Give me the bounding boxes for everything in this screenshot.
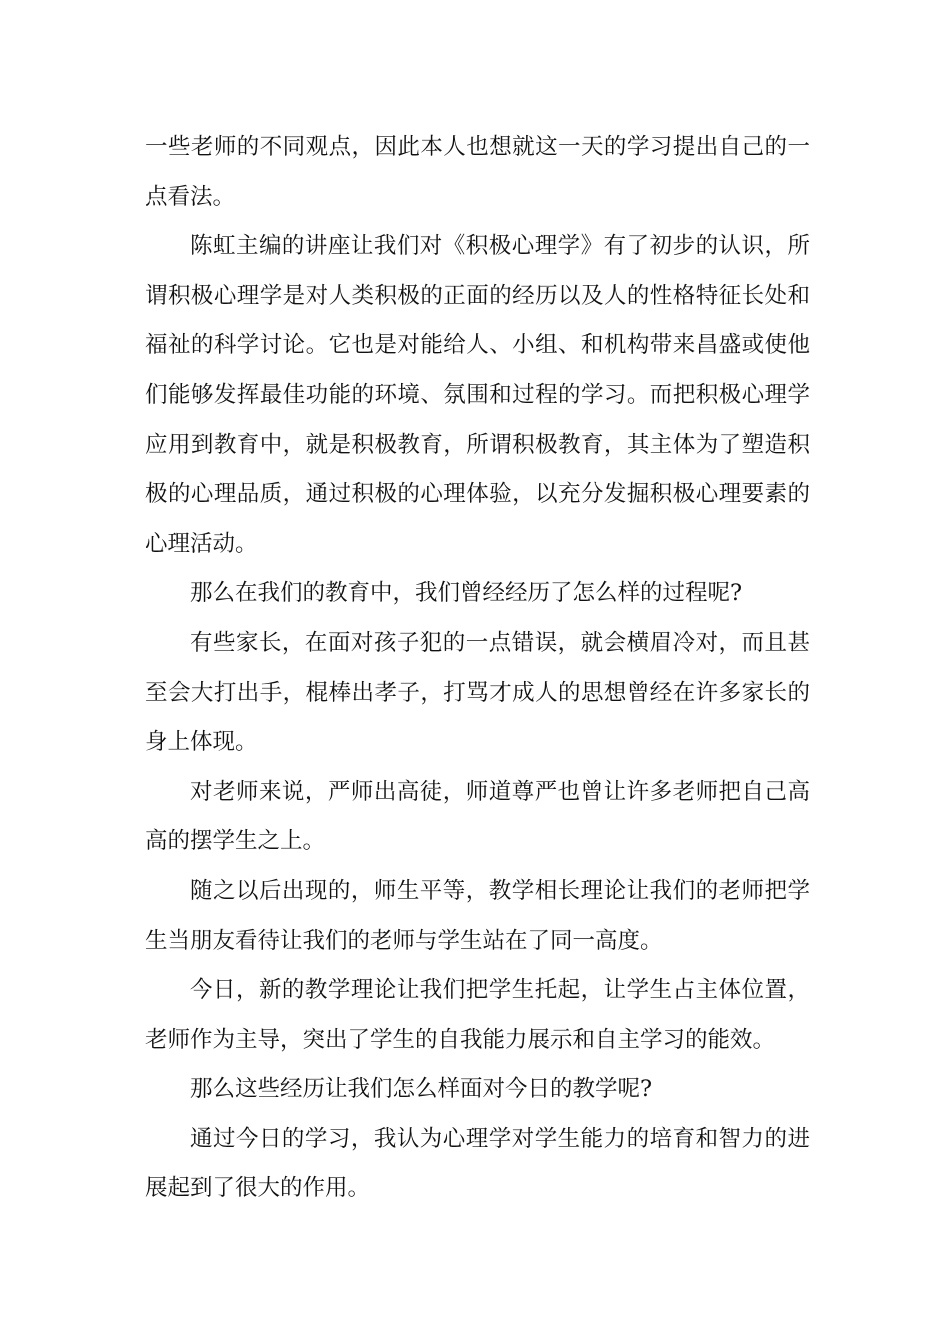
paragraph-conclusion: 通过今日的学习，我认为心理学对学生能力的培育和智力的进展起到了很大的作用。 — [145, 1125, 810, 1202]
document-body — [145, 123, 810, 1214]
paragraph-question-today: 那么这些经历让我们怎么样面对今日的教学呢? — [190, 1076, 653, 1103]
paragraph-parents: 有些家长，在面对孩子犯的一点错误，就会横眉冷对，而且甚至会大打出手，棍棒出孝子，打骂才成人的思想曾经在许多家长的身上体现。 — [145, 629, 810, 756]
paragraph-continuation: 一些老师的不同观点，因此本人也想就这一天的学习提出自己的一点看法。 — [145, 134, 810, 210]
paragraph-new-theory: 今日，新的教学理论让我们把学生托起，让学生占主体位置，老师作为主导，突出了学生的自我能力展示和自主学习的能效。 — [145, 977, 810, 1053]
paragraph-question-process: 那么在我们的教育中，我们曾经经历了怎么样的过程呢? — [190, 580, 743, 607]
paragraph-teacher-student-equality: 随之以后出现的，师生平等，教学相长理论让我们的老师把学生当朋友看待让我们的老师与学生站在了同一高度。 — [145, 877, 810, 954]
paragraph-teachers-strict: 对老师来说，严师出高徒，师道尊严也曾让许多老师把自己高高的摆学生之上。 — [145, 778, 810, 855]
paragraph-positive-psychology: 陈虹主编的讲座让我们对《积极心理学》有了初步的认识，所谓积极心理学是对人类积极的正面的经历以及人的性格特征长处和福祉的科学讨论。它也是对能给人、小组、和机构带来昌盛或使他们能够发挥最佳功能的环境、氛围和过程的学习。而把积极心理学应用到教育中，就是积极教育，所谓积极教育，其主体为了塑造积极的心理品质，通过积极的心理体验，以充分发掘积极心理要素的心理活动。 — [145, 233, 810, 557]
